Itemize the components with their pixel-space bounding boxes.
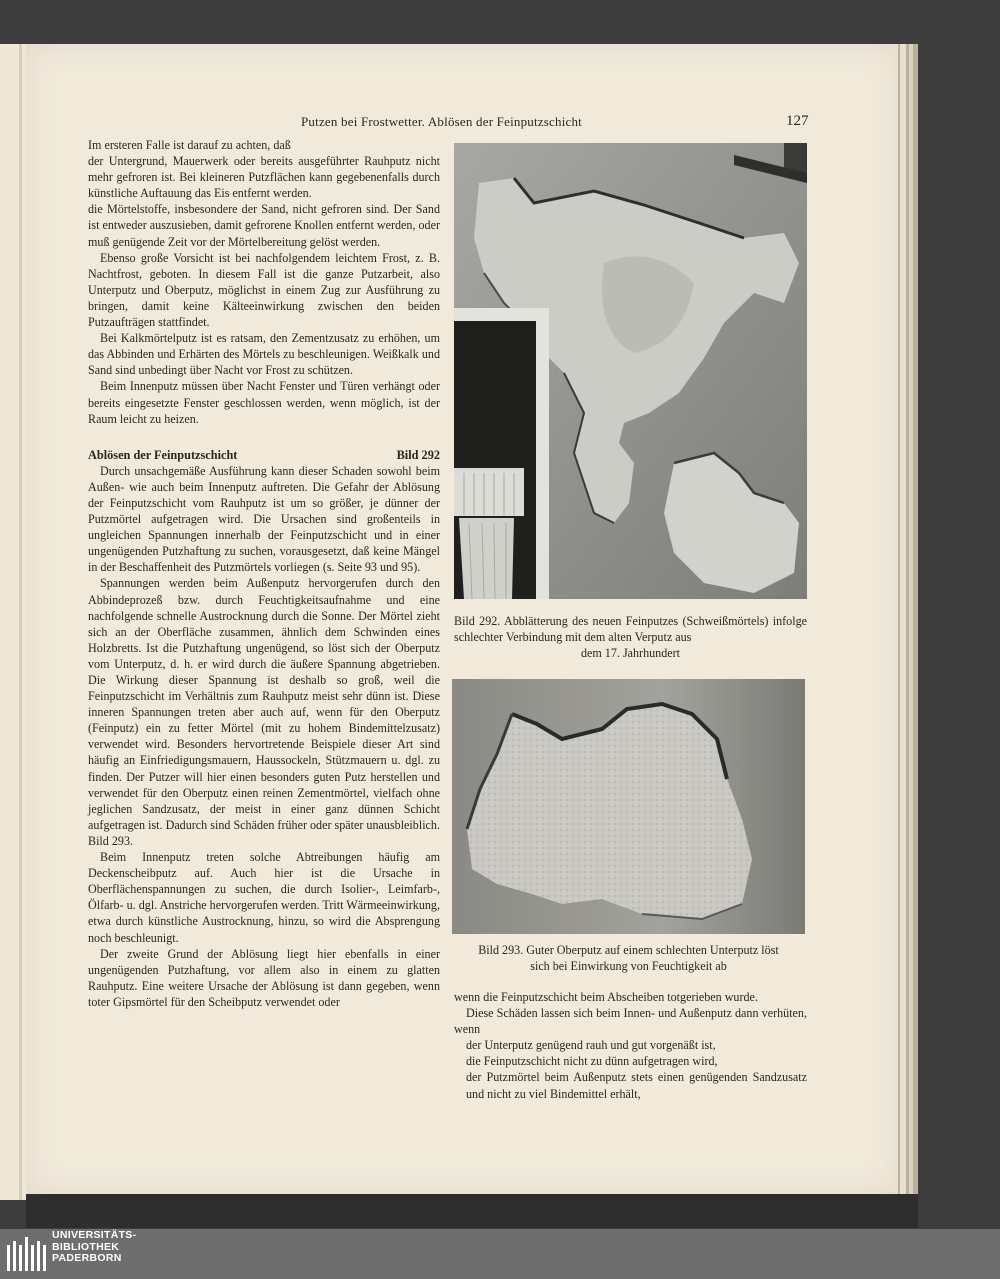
caption-figure-293 bbox=[452, 942, 805, 974]
photo-292-image bbox=[454, 143, 807, 599]
library-logo-text bbox=[52, 1230, 136, 1265]
paragraph: Bei Kalkmörtelputz ist es ratsam, den Zementzusatz zu erhöhen, um das Abbinden und Erhärten des Mörtels zu beschleunigen. Weißkalk und Sand sind unbedingt über Nacht vor Frost zu schützen. bbox=[88, 331, 440, 378]
paragraph: Beim Innenputz müssen über Nacht Fenster und Türen verhängt oder bereits eingesetzte Fenster geschlossen werden, wenn möglich, ist der Raum leicht zu heizen. bbox=[88, 379, 440, 426]
list-item: der Unterputz genügend rauh und gut vorgenäßt ist, bbox=[466, 1038, 716, 1053]
section-heading-figure-ref: Bild 292 bbox=[396, 447, 440, 462]
caption-292-text: Bild 292. Abblätterung des neuen Feinputzes (Schweißmörtels) infolge schlechter Verbindung mit dem alten Verputz aus bbox=[454, 614, 807, 645]
paragraph: Im ersteren Falle ist darauf zu achten, daß bbox=[88, 138, 291, 152]
section-heading-title: Ablösen der Feinputzschicht bbox=[88, 447, 238, 462]
left-column bbox=[88, 137, 440, 1010]
left-page-edge bbox=[0, 44, 28, 1200]
caption-293-line2: sich bei Einwirkung von Feuchtigkeit ab bbox=[530, 959, 727, 974]
right-column bbox=[454, 989, 807, 1102]
library-logo-icon bbox=[4, 1233, 48, 1275]
bottom-shadow bbox=[26, 1194, 918, 1228]
page-number: 127 bbox=[786, 113, 809, 129]
paragraph: wenn die Feinputzschicht beim Abscheiben totgerieben wurde. bbox=[454, 990, 758, 1004]
photo-peeling-plaster bbox=[454, 143, 807, 599]
library-logo-line3: PADERBORN bbox=[52, 1252, 122, 1264]
paragraph: Beim Innenputz treten solche Abtreibungen häufig am Deckenscheibputz auf. Auch hier ist die Ursache in Oberflächenspannungen zu suchen, die durch Isolier-, Leimfarb-, Ölfarb- u. dgl. Anstriche hervorgerufen werden. Tritt Wärmeeinwirkung, etwa durch künstliche Austrocknung, hinzu, so wird die Absprengung noch beschleunigt. bbox=[88, 850, 440, 945]
list-item: der Putzmörtel beim Außenputz stets einen genügenden Sandzusatz und nicht zu viel Bindemittel erhält, bbox=[466, 1070, 807, 1101]
right-page-edge bbox=[898, 44, 918, 1194]
paragraph: Durch unsachgemäße Ausführung kann dieser Schaden sowohl beim Außen- wie auch beim Innenputz auftreten. Die Gefahr der Ablösung der Feinputzschicht vom Rauhputz ist um so größer, je dünner der Putzmörtel aufgetragen wird. Die Ursachen sind großenteils in ungleichen Spannungen innerhalb der Feinputzschicht und in einer ungenügenden Putzhaftung zu suchen, vorausgesetzt, daß keine Mängel in der Beschaffenheit des Putzmörtels vorliegen (s. Seite 93 und 95). bbox=[88, 463, 440, 575]
caption-figure-292 bbox=[454, 613, 807, 662]
paragraph: Diese Schäden lassen sich beim Innen- und Außenputz dann verhüten, wenn bbox=[454, 1006, 807, 1037]
paragraph: die Mörtelstoffe, insbesondere der Sand, nicht gefroren sind. Der Sand ist entweder auszusieben, damit gefrorene Knollen entfernt werden, oder muß genügende Zeit vor der Mörtelbereitung gelöst werden. bbox=[88, 202, 440, 249]
library-logo-line1: UNIVERSITÄTS- bbox=[52, 1229, 137, 1241]
caption-292-last-line: dem 17. Jahrhundert bbox=[580, 646, 681, 661]
paragraph: der Untergrund, Mauerwerk oder bereits ausgeführter Rauhputz nicht mehr gefroren ist. Bei kleineren Putzflächen kann gegebenenfalls durch künstliche Auftauung das Eis entfernt werden. bbox=[88, 154, 440, 201]
spacer bbox=[88, 427, 440, 447]
running-head: Putzen bei Frostwetter. Ablösen der Feinputzschicht bbox=[301, 114, 582, 129]
photo-293-image bbox=[452, 679, 805, 934]
section-heading bbox=[88, 447, 440, 463]
library-footer-bar bbox=[0, 1229, 1000, 1279]
list-item: die Feinputzschicht nicht zu dünn aufgetragen wird, bbox=[466, 1054, 718, 1069]
photo-detached-plaster bbox=[452, 679, 805, 934]
paragraph: Der zweite Grund der Ablösung liegt hier ebenfalls in einer ungenügenden Putzhaftung, vor allem also in einem zu glatten Rauhputz. Eine weitere Ursache der Ablösung ist dann gegeben, wenn toter Gipsmörtel für den Scheibputz verwendet oder bbox=[88, 946, 440, 1009]
caption-293-line1: Bild 293. Guter Oberputz auf einem schlechten Unterputz löst bbox=[478, 943, 779, 957]
paragraph: Ebenso große Vorsicht ist bei nachfolgendem leichtem Frost, z. B. Nachtfrost, geboten. In diesem Fall ist die ganze Putzarbeit, also Unterputz und Oberputz, möglichst in einem Zug zur Ausführung zu bringen, damit keine Kälteeinwirkung zwischen den beiden Putzaufträgen stattfindet. bbox=[88, 250, 440, 330]
library-logo-line2: BIBLIOTHEK bbox=[52, 1240, 120, 1253]
paragraph: Spannungen werden beim Außenputz hervorgerufen durch den Abbindeprozeß bzw. durch Feuchtigkeitsaufnahme und eine nachfolgende schnelle Austrocknung durch die Sonne. Der Mörtel zieht sich an der Oberfläche zusammen, ähnlich dem Schwinden eines Holzbretts. Ist die Putzhaftung ungenügend, so löst sich der Oberputz vom Unterputz, d. h. er wird durch die äußere Spannung abgetrieben. Die Wirkung dieser Spannung ist deshalb so groß, weil die Feinputzschicht im Verhältnis zum Rauhputz meist sehr dünn ist. Diese inneren Spannungen treten aber auch auf, wenn für den Oberputz (Feinputz) ein zu fetter Mörtel (mit zu hohem Bindemittelzusatz) verwendet wird. Besonders hervortretende Beispiele dieser Art sind häufig an Einfriedigungsmauern, Haussockeln, Stützmauern u. dgl. zu finden. Der Putzer will hier einen besonders guten Putz herstellen und verwendet für den Oberputz einen reinen Zementmörtel, vielfach ohne jeglichen Sandzusatz, der meist in einer ganz dünnen Schicht aufgetragen ist. Dadurch sind Schäden früher oder später unausbleiblich. Bild 293. bbox=[88, 576, 440, 848]
